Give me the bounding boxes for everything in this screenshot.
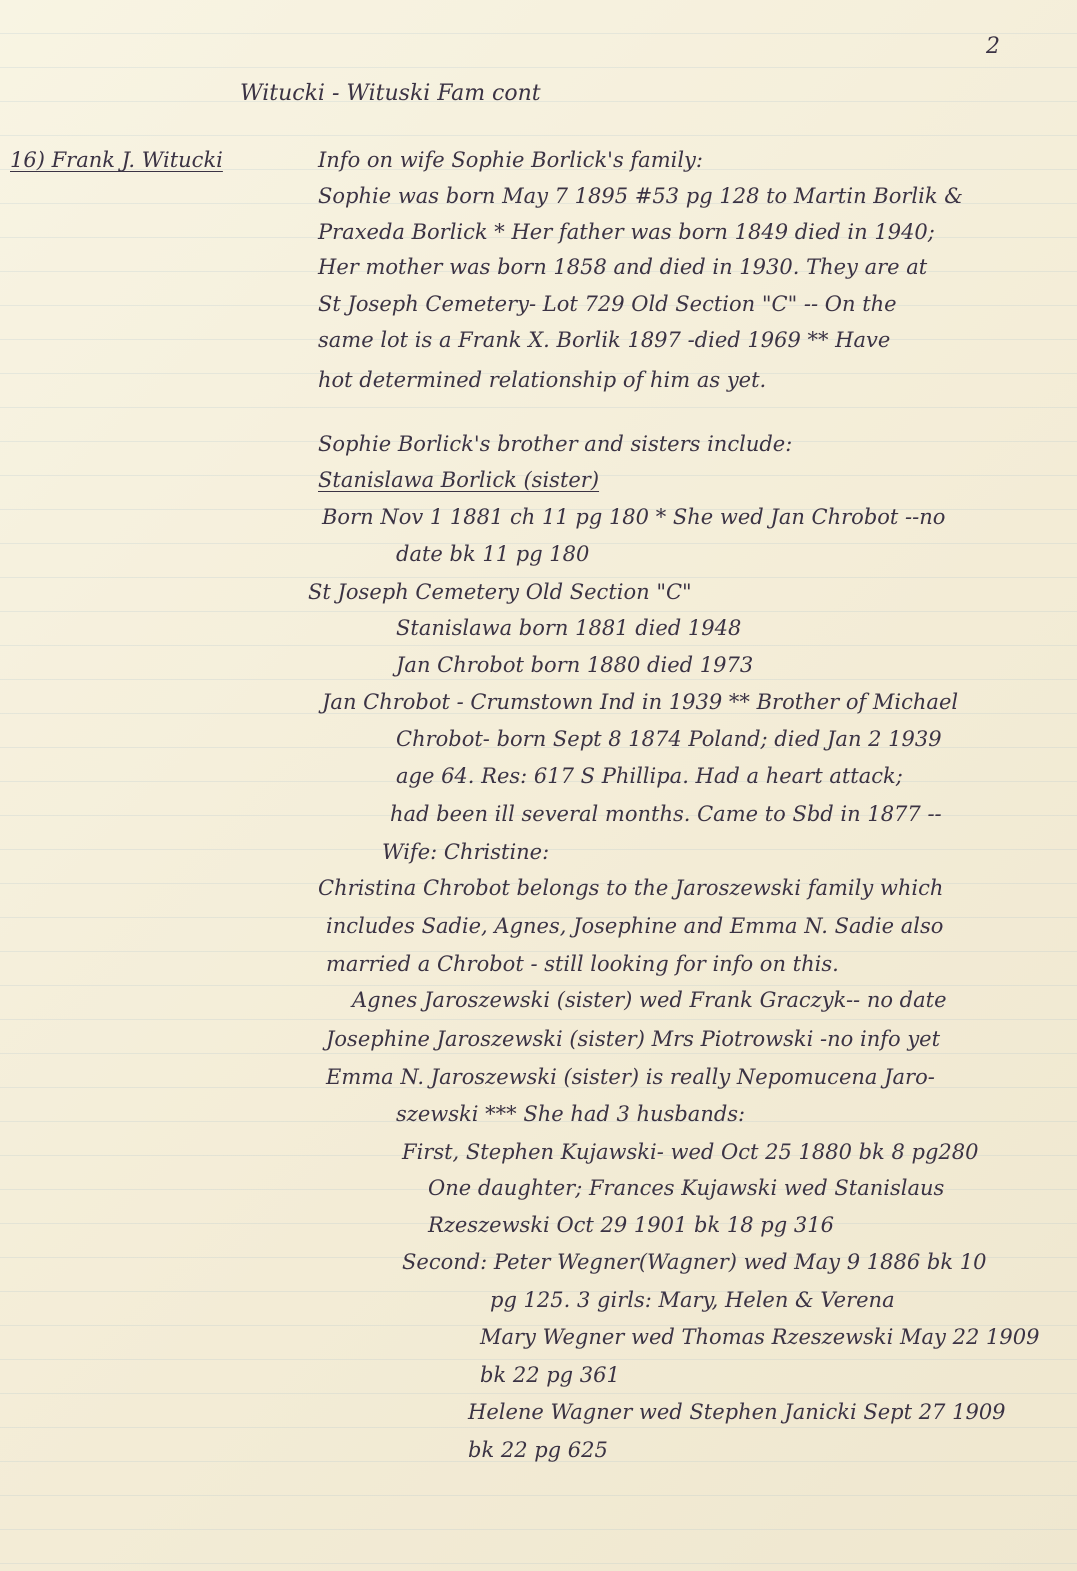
text-line: szewski *** She had 3 husbands:: [396, 1102, 746, 1126]
text-line: same lot is a Frank X. Borlik 1897 -died 1969 ** Have: [318, 328, 891, 352]
text-line: date bk 11 pg 180: [396, 542, 590, 566]
page-heading: Witucki - Wituski Fam cont: [240, 81, 541, 106]
text-line: St Joseph Cemetery- Lot 729 Old Section "C" -- On the: [318, 292, 897, 316]
text-line: One daughter; Frances Kujawski wed Stanislaus: [428, 1176, 945, 1200]
text-line: hot determined relationship of him as yet.: [318, 368, 767, 392]
text-line: Agnes Jaroszewski (sister) wed Frank Graczyk-- no date: [352, 988, 947, 1012]
text-line: Jan Chrobot - Crumstown Ind in 1939 ** Brother of Michael: [322, 690, 959, 714]
text-line: Josephine Jaroszewski (sister) Mrs Piotrowski -no info yet: [326, 1027, 941, 1051]
text-line: Helene Wagner wed Stephen Janicki Sept 27 1909: [468, 1400, 1006, 1424]
text-line: Jan Chrobot born 1880 died 1973: [396, 653, 754, 677]
text-line: Mary Wegner wed Thomas Rzeszewski May 22 1909: [480, 1325, 1040, 1349]
text-line: bk 22 pg 361: [480, 1363, 620, 1387]
text-line: Sophie Borlick's brother and sisters include:: [318, 432, 793, 456]
text-line: age 64. Res: 617 S Phillipa. Had a heart attack;: [396, 764, 903, 788]
text-line: bk 22 pg 625: [468, 1438, 608, 1462]
page-number: 2: [986, 34, 1000, 59]
text-line: Christina Chrobot belongs to the Jaroszewski family which: [318, 876, 944, 900]
text-line: Wife: Christine:: [382, 840, 550, 864]
text-line: includes Sadie, Agnes, Josephine and Emma N. Sadie also: [326, 914, 944, 938]
text-line: Stanislawa born 1881 died 1948: [396, 616, 742, 640]
text-line: Emma N. Jaroszewski (sister) is really Nepomucena Jaro-: [326, 1065, 935, 1089]
text-line: Stanislawa Borlick (sister): [318, 468, 600, 492]
text-line: First, Stephen Kujawski- wed Oct 25 1880 bk 8 pg280: [402, 1140, 979, 1164]
text-line: Second: Peter Wegner(Wagner) wed May 9 1886 bk 10: [402, 1250, 987, 1274]
text-line: St Joseph Cemetery Old Section "C": [308, 580, 692, 604]
text-line: Rzeszewski Oct 29 1901 bk 18 pg 316: [428, 1213, 834, 1237]
text-line: Praxeda Borlick * Her father was born 1849 died in 1940;: [318, 220, 935, 244]
entry-label: 16) Frank J. Witucki: [10, 148, 223, 172]
text-line: pg 125. 3 girls: Mary, Helen & Verena: [490, 1288, 895, 1312]
text-line: Born Nov 1 1881 ch 11 pg 180 * She wed Jan Chrobot --no: [322, 505, 946, 529]
text-line: Her mother was born 1858 and died in 1930. They are at: [318, 255, 928, 279]
text-line: Sophie was born May 7 1895 #53 pg 128 to Martin Borlik &: [318, 184, 963, 208]
text-line: Chrobot- born Sept 8 1874 Poland; died Jan 2 1939: [396, 727, 942, 751]
text-line: had been ill several months. Came to Sbd in 1877 --: [390, 802, 942, 826]
text-line: married a Chrobot - still looking for info on this.: [326, 952, 839, 976]
text-line: Info on wife Sophie Borlick's family:: [318, 148, 703, 172]
